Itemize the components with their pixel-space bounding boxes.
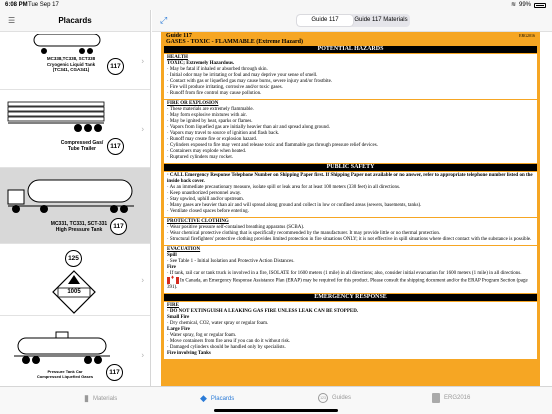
diamond-icon: ◆: [200, 393, 207, 403]
text-line: · Cylinders exposed to fire may vent and release toxic and flammable gas through pressure relief devices.: [167, 143, 378, 148]
text-line: · Keep unauthorized personnel away.: [167, 191, 242, 196]
status-date: Tue Sep 17: [28, 2, 59, 8]
placard-number: 1005: [67, 289, 81, 295]
text-line: · Wear positive pressure self-contained breathing apparatus (SCBA).: [167, 225, 305, 230]
tank-car-drawing: [12, 322, 112, 366]
placard-list: [0, 32, 150, 386]
health-lead: TOXIC; Extremely Hazardous.: [167, 61, 235, 66]
book-icon: [432, 393, 440, 403]
health-lines: [167, 67, 534, 97]
guide-page[interactable]: [161, 32, 540, 386]
public-safety-lines: [167, 185, 534, 215]
tab-guides[interactable]: [318, 393, 351, 403]
high-pressure-tank-drawing: [4, 176, 142, 216]
tab-guide[interactable]: Guide 117: [297, 15, 353, 26]
placard-item-pressure-tank-car[interactable]: [0, 316, 150, 386]
tab-materials[interactable]: [84, 393, 117, 404]
text-line: · Runoff from fire control may cause pollution.: [167, 91, 262, 96]
expand-icon[interactable]: ⤢: [160, 15, 168, 25]
section-potential-hazards: POTENTIAL HAZARDS: [164, 46, 537, 53]
placards-sidebar: [0, 10, 151, 386]
canada-note: [167, 277, 534, 291]
text-line: · Contact with gas or liquefied gas may cause burns, severe injury and/or frostbite.: [167, 79, 333, 84]
home-indicator: [214, 409, 338, 412]
evacuation-spill: Spill: [167, 253, 177, 258]
evacuation-box: [164, 246, 537, 293]
placard-item-cryogenic[interactable]: [0, 32, 150, 90]
guide-number: Guide 117: [166, 33, 192, 39]
sidebar-title: Placards: [58, 16, 92, 25]
text-line: · Vapors may travel to source of ignition and flash back.: [167, 131, 280, 136]
text-line: · Runoff may create fire or explosion hazard.: [167, 137, 258, 142]
public-safety-box: [164, 172, 537, 217]
health-box: [164, 54, 537, 99]
section-emergency-response: EMERGENCY RESPONSE: [164, 294, 537, 301]
tab-erg[interactable]: [432, 393, 470, 403]
tab-guides-label: Guides: [332, 395, 352, 401]
segmented-control: [296, 14, 410, 27]
tube-trailer-drawing: [6, 98, 108, 138]
status-right: [511, 0, 546, 10]
text-line: · May be ignited by heat, sparks or flames.: [167, 119, 253, 124]
section-public-safety: PUBLIC SAFETY: [164, 164, 537, 171]
emergency-box: [164, 302, 537, 359]
text-line: · Containers may explode when heated.: [167, 149, 247, 154]
chevron-right-icon: ›: [141, 124, 144, 133]
text-line: · As an immediate precautionary measure, isolate spill or leak area for at least 100 meters (330 feet) in all directions.: [167, 185, 401, 190]
public-safety-lead: · CALL Emergency Response Telephone Number on Shipping Paper first. If Shipping Paper not available or no answer, refer to appropriate telephone number listed on the inside back cover.: [167, 173, 533, 184]
er-lead: · DO NOT EXTINGUISH A LEAKING GAS FIRE UNLESS LEAK CAN BE STOPPED.: [167, 308, 359, 314]
sidebar-header: [0, 10, 150, 32]
clothing-heading: PROTECTIVE CLOTHING: [167, 219, 229, 224]
text-line: · Vapors from liquefied gas are initially heavier than air and spread along ground.: [167, 125, 330, 130]
evacuation-fire: Fire: [167, 265, 176, 270]
text-line: · These materials are extremely flammable.: [167, 107, 254, 112]
evacuation-heading: EVACUATION: [167, 247, 201, 252]
er-tanks: Fire involving Tanks: [167, 350, 211, 356]
battery-percent: 99%: [518, 2, 531, 8]
text-line: · Ruptured cylinders may rocket.: [167, 155, 233, 160]
er-small-line: · Dry chemical, CO2, water spray or regular foam.: [167, 320, 269, 326]
evacuation-fire-line: · If tank, rail car or tank truck is involved in a fire, ISOLATE for 1600 meters (1 mile) in all directions; also, consider initial evacuation for 1600 meters (1 mile) in all directions.: [167, 271, 522, 276]
guide-circle-icon: 123: [318, 393, 328, 403]
status-time: 6:08 PM: [5, 2, 28, 8]
text-line: · Many gases are heavier than air and will spread along ground and collect in low or confined areas (sewers, basements, tanks).: [167, 203, 422, 208]
guide-number-badge: 117: [106, 364, 123, 381]
text-line: · Stay upwind, uphill and/or upstream.: [167, 197, 245, 202]
text-line: · Initial odor may be irritating or foul and may deprive your sense of smell.: [167, 73, 318, 78]
chevron-right-icon: ›: [141, 350, 144, 359]
tab-erg-label: ERG2016: [444, 395, 471, 401]
canada-flag-icon: [167, 277, 179, 284]
list-icon[interactable]: ☰: [8, 16, 16, 25]
er-small-fire: Small Fire: [167, 314, 190, 320]
materials-icon: ▮: [84, 393, 89, 403]
placard-caption: Pressure Tank Car Compressed Liquefied Gases: [36, 369, 94, 379]
clothing-box: [164, 218, 537, 245]
placard-caption: MC331, TC331, SCT-331 High Pressure Tank: [50, 221, 108, 233]
text-line: · Move containers from fire area if you can do it without risk.: [167, 338, 291, 344]
placard-caption: MC338,TC338, SCT338 Cryogenic Liquid Tank (TC341, CGA341): [46, 56, 96, 72]
guide-number-badge: 117: [110, 218, 127, 235]
er-large-lines: [167, 333, 534, 351]
fire-heading: FIRE OR EXPLOSION: [167, 101, 219, 106]
text-line: · May be fatal if inhaled or absorbed through skin.: [167, 67, 268, 72]
placard-caption: Compressed Gas/ Tube Trailer: [60, 140, 104, 152]
text-line: · Structural firefighters' protective clothing provides limited protection in fire situations ONLY; it is not effective in spill situations where direct contact with the substance is possible.: [167, 237, 532, 242]
canada-note-text: In Canada, an Emergency Response Assistance Plan (ERAP) may be required for this product. Please consult the shipping document and/or the ERAP Program Section (page 391).: [167, 278, 528, 290]
chevron-right-icon: ›: [141, 56, 144, 65]
evacuation-spill-line: · See Table 1 - Initial Isolation and Protective Action Distances.: [167, 259, 295, 264]
tab-materials-label: Materials: [92, 395, 118, 402]
cryogenic-tank-drawing: [32, 34, 102, 56]
placard-item-tube-trailer[interactable]: [0, 90, 150, 168]
text-line: · Damaged cylinders should be handled only by specialists.: [167, 344, 286, 350]
detail-toolbar: [152, 10, 552, 32]
tab-placards-label: Placards: [210, 395, 235, 402]
tab-guide-materials[interactable]: Guide 117 Materials: [354, 17, 408, 23]
guide-number-badge: 117: [107, 58, 124, 75]
er-large-fire: Large Fire: [167, 326, 190, 332]
text-line: · May form explosive mixtures with air.: [167, 113, 247, 118]
guide-title: GASES - TOXIC - FLAMMABLE (Extreme Hazard): [166, 39, 303, 45]
fire-box: [164, 100, 537, 163]
guide-number-badge: 117: [107, 138, 124, 155]
health-heading: HEALTH: [167, 55, 188, 60]
placard-item-1005[interactable]: [0, 244, 150, 316]
guide-edition: ERG2016: [519, 33, 535, 38]
clothing-lines: [167, 225, 534, 243]
guide-content: [152, 32, 552, 386]
chevron-right-icon: ›: [141, 275, 144, 284]
text-line: · Wear chemical protective clothing that is specifically recommended by the manufacturer. It may provide little or no thermal protection.: [167, 231, 441, 236]
tab-placards[interactable]: [200, 393, 234, 404]
status-bar: [0, 0, 552, 10]
fire-lines: [167, 107, 534, 161]
text-line: · Fire will produce irritating, corrosive and/or toxic gases.: [167, 85, 283, 90]
guide-number-badge: 125: [65, 250, 82, 267]
text-line: · Ventilate closed spaces before entering.: [167, 209, 249, 214]
battery-icon: [534, 3, 546, 8]
text-line: · Water spray, fog or regular foam.: [167, 332, 237, 338]
er-heading: FIRE: [167, 302, 179, 308]
placard-item-high-pressure-tank[interactable]: [0, 168, 150, 244]
wifi-icon: ≋: [510, 2, 516, 8]
